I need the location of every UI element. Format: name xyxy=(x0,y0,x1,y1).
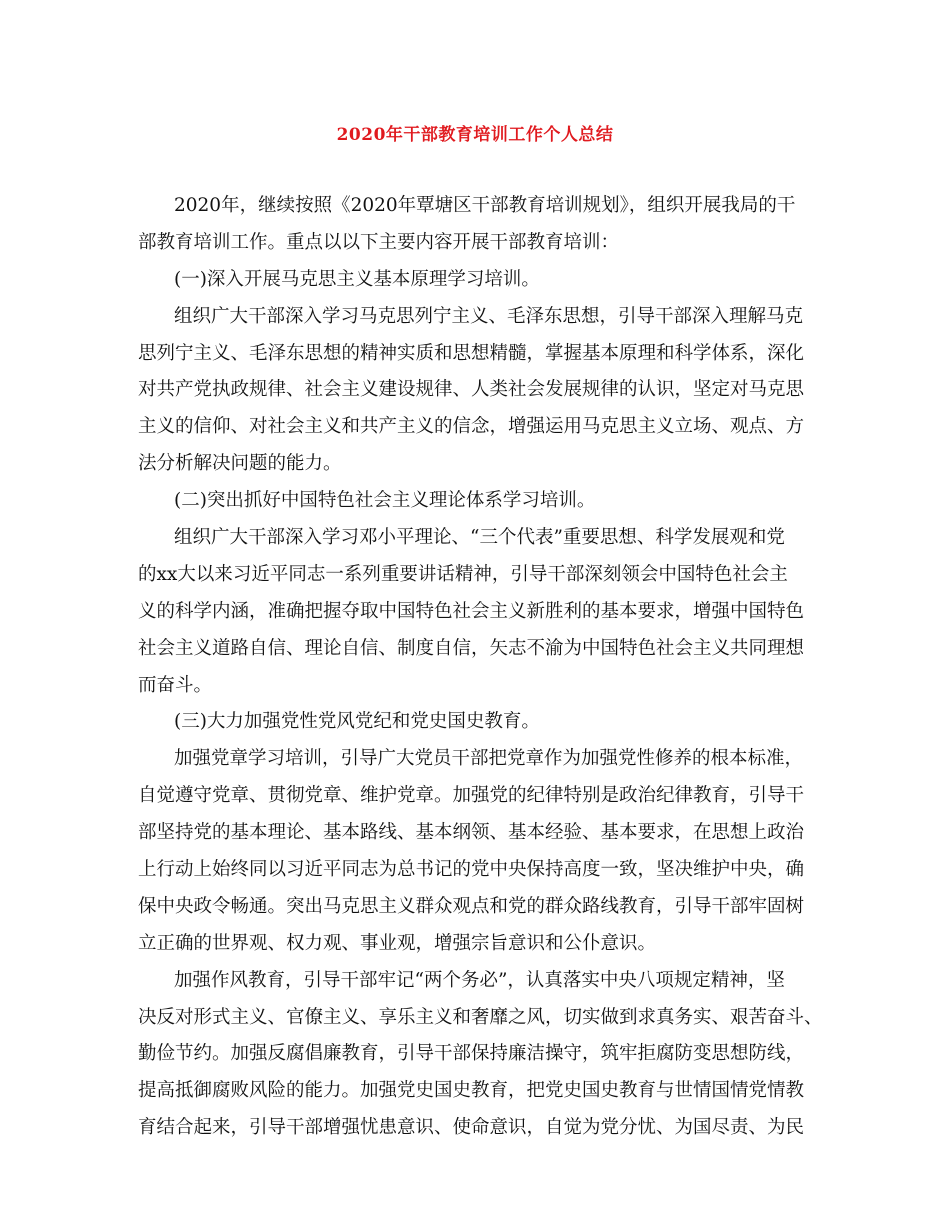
text-line: 组织广大干部深入学习邓小平理论、“三个代表”重要思想、科学发展观和党 xyxy=(174,527,785,549)
text-line: (二)突出抓好中国特色社会主义理论体系学习培训。 xyxy=(174,490,596,512)
text-line: 法分析解决问题的能力。 xyxy=(138,453,342,475)
text-line: 社会主义道路自信、理论自信、制度自信，矢志不渝为中国特色社会主义共同理想 xyxy=(138,637,805,659)
text-line: 而奋斗。 xyxy=(138,674,213,696)
text-line: 决反对形式主义、官僚主义、享乐主义和奢靡之风，切实做到求真务实、艰苦奋斗、 xyxy=(138,1006,823,1028)
text-line: 2020年，继续按照《2020年覃塘区干部教育培训规划》，组织开展我局的干 xyxy=(174,195,796,216)
text-line: 上行动上始终同以习近平同志为总书记的党中央保持高度一致，坚决维护中央，确 xyxy=(138,859,805,881)
text-line: 自觉遵守党章、贯彻党章、维护党章。加强党的纪律特别是政治纪律教育，引导干 xyxy=(138,785,805,807)
text-line: 部坚持党的基本理论、基本路线、基本纲领、基本经验、基本要求，在思想上政治 xyxy=(138,822,805,844)
text-line: 组织广大干部深入学习马克思列宁主义、毛泽东思想，引导干部深入理解马克 xyxy=(174,305,804,327)
text-line: 思列宁主义、毛泽东思想的精神实质和思想精髓，掌握基本原理和科学体系，深化 xyxy=(138,342,805,364)
text-line: 主义的信仰、对社会主义和共产主义的信念，增强运用马克思主义立场、观点、方 xyxy=(138,416,805,438)
document-title: 2020年干部教育培训工作个人总结 xyxy=(336,125,614,145)
text-line: 对共产党执政规律、社会主义建设规律、人类社会发展规律的认识，坚定对马克思 xyxy=(138,379,805,401)
text-line: (一)深入开展马克思主义基本原理学习培训。 xyxy=(174,268,540,290)
text-line: 提高抵御腐败风险的能力。加强党史国史教育，把党史国史教育与世情国情党情教 xyxy=(138,1080,805,1102)
text-line: 义的科学内涵，准确把握夺取中国特色社会主义新胜利的基本要求，增强中国特色 xyxy=(138,600,805,622)
text-line: 加强作风教育，引导干部牢记“两个务必”，认真落实中央八项规定精神，坚 xyxy=(174,969,785,991)
text-line: 加强党章学习培训，引导广大党员干部把党章作为加强党性修养的根本标准， xyxy=(174,748,804,770)
text-line: 保中央政令畅通。突出马克思主义群众观点和党的群众路线教育，引导干部牢固树 xyxy=(138,895,805,917)
text-line: 部教育培训工作。重点以以下主要内容开展干部教育培训： xyxy=(138,231,620,253)
text-line: 育结合起来，引导干部增强忧患意识、使命意识，自觉为党分忧、为国尽责、为民 xyxy=(138,1117,805,1139)
text-line: 勤俭节约。加强反腐倡廉教育，引导干部保持廉洁操守，筑牢拒腐防变思想防线， xyxy=(138,1043,805,1065)
text-line: 的xx大以来习近平同志一系列重要讲话精神，引导干部深刻领会中国特色社会主 xyxy=(138,563,788,585)
text-line: (三)大力加强党性党风党纪和党史国史教育。 xyxy=(174,711,540,733)
document-body xyxy=(138,188,828,1147)
text-line: 立正确的世界观、权力观、事业观，增强宗旨意识和公仆意识。 xyxy=(138,932,657,954)
